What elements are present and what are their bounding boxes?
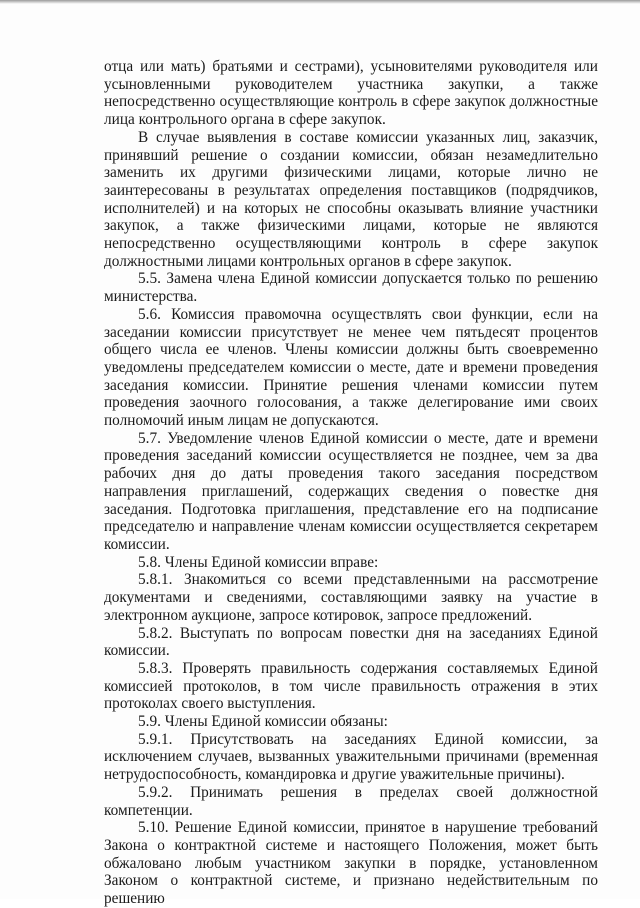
clause-5-9-2: 5.9.2. Принимать решения в пределах своей должностной компетенции.	[104, 783, 598, 819]
clause-5-9: 5.9. Члены Единой комиссии обязаны:	[138, 713, 388, 731]
scan-top-edge	[0, 0, 640, 4]
clause-5-6: 5.6. Комиссия правомочна осуществлять свои функции, если на заседании комиссии присутствует не менее чем пятьдесят процентов общего числа ее членов. Члены комиссии должны быть своевременно уведомлены председателем комиссии о месте, дате и времени проведения заседания комиссии. Принятие решения членами комиссии путем проведения заочного голосования, а также делегирование ими своих полномочий иным лицам не допускаются.	[104, 305, 598, 430]
clause-5-8-1: 5.8.1. Знакомиться со всеми представленными на рассмотрение документами и сведениями, составляющими заявку на участие в электронном аукционе, запросе котировок, запросе предложений.	[104, 571, 598, 624]
clause-5-8: 5.8. Члены Единой комиссии вправе:	[138, 553, 379, 571]
clause-5-10: 5.10. Решение Единой комиссии, принятое в нарушение требований Закона о контрактной системе и настоящего Положения, может быть обжаловано любым участником закупки в порядке, установленном Законом о контрактной системе, и признано недействительным по решению	[104, 819, 598, 908]
clause-5-9-1: 5.9.1. Присутствовать на заседаниях Единой комиссии, за исключением случаев, вызванных уважительными причинами (временная нетрудоспособность, командировка и другие уважительные причины).	[104, 730, 598, 784]
clause-5-8-2: 5.8.2. Выступать по вопросам повестки дня на заседаниях Единой комиссии.	[104, 624, 598, 660]
document-body	[104, 58, 598, 908]
clause-5-7: 5.7. Уведомление членов Единой комиссии о месте, дате и времени проведения заседаний комиссии осуществляется не позднее, чем за два рабочих дня до даты проведения такого заседания посредством направления приглашений, содержащих сведения о повестке дня заседания. Подготовка приглашения, представление его на подписание председателю и направление членам комиссии осуществляется секретарем комиссии.	[104, 429, 598, 553]
clause-5-8-3: 5.8.3. Проверять правильность содержания составляемых Единой комиссией протоколов, в том числе правильность отражения в этих протоколах своего выступления.	[104, 659, 598, 713]
clause-5-5: 5.5. Замена члена Единой комиссии допускается только по решению министерства.	[104, 270, 598, 306]
paragraph-commission-replacement: В случае выявления в составе комиссии указанных лиц, заказчик, принявший решение о создании комиссии, обязан незамедлительно заменить их другими физическими лицами, которые лично не заинтересованы в результатах определения поставщиков (подрядчиков, исполнителей) и на которых не способны оказывать влияние участники закупок, а также физическими лицами, которые не являются непосредственно осуществляющими контроль в сфере закупок должностными лицами контрольных органов в сфере закупок.	[104, 128, 598, 270]
paragraph-continuation: отца или мать) братьями и сестрами), усыновителями руководителя или усыновленными руководителем участника закупки, а также непосредственно осуществляющие контроль в сфере закупок должностные лица контрольного органа в сфере закупок.	[104, 58, 598, 129]
